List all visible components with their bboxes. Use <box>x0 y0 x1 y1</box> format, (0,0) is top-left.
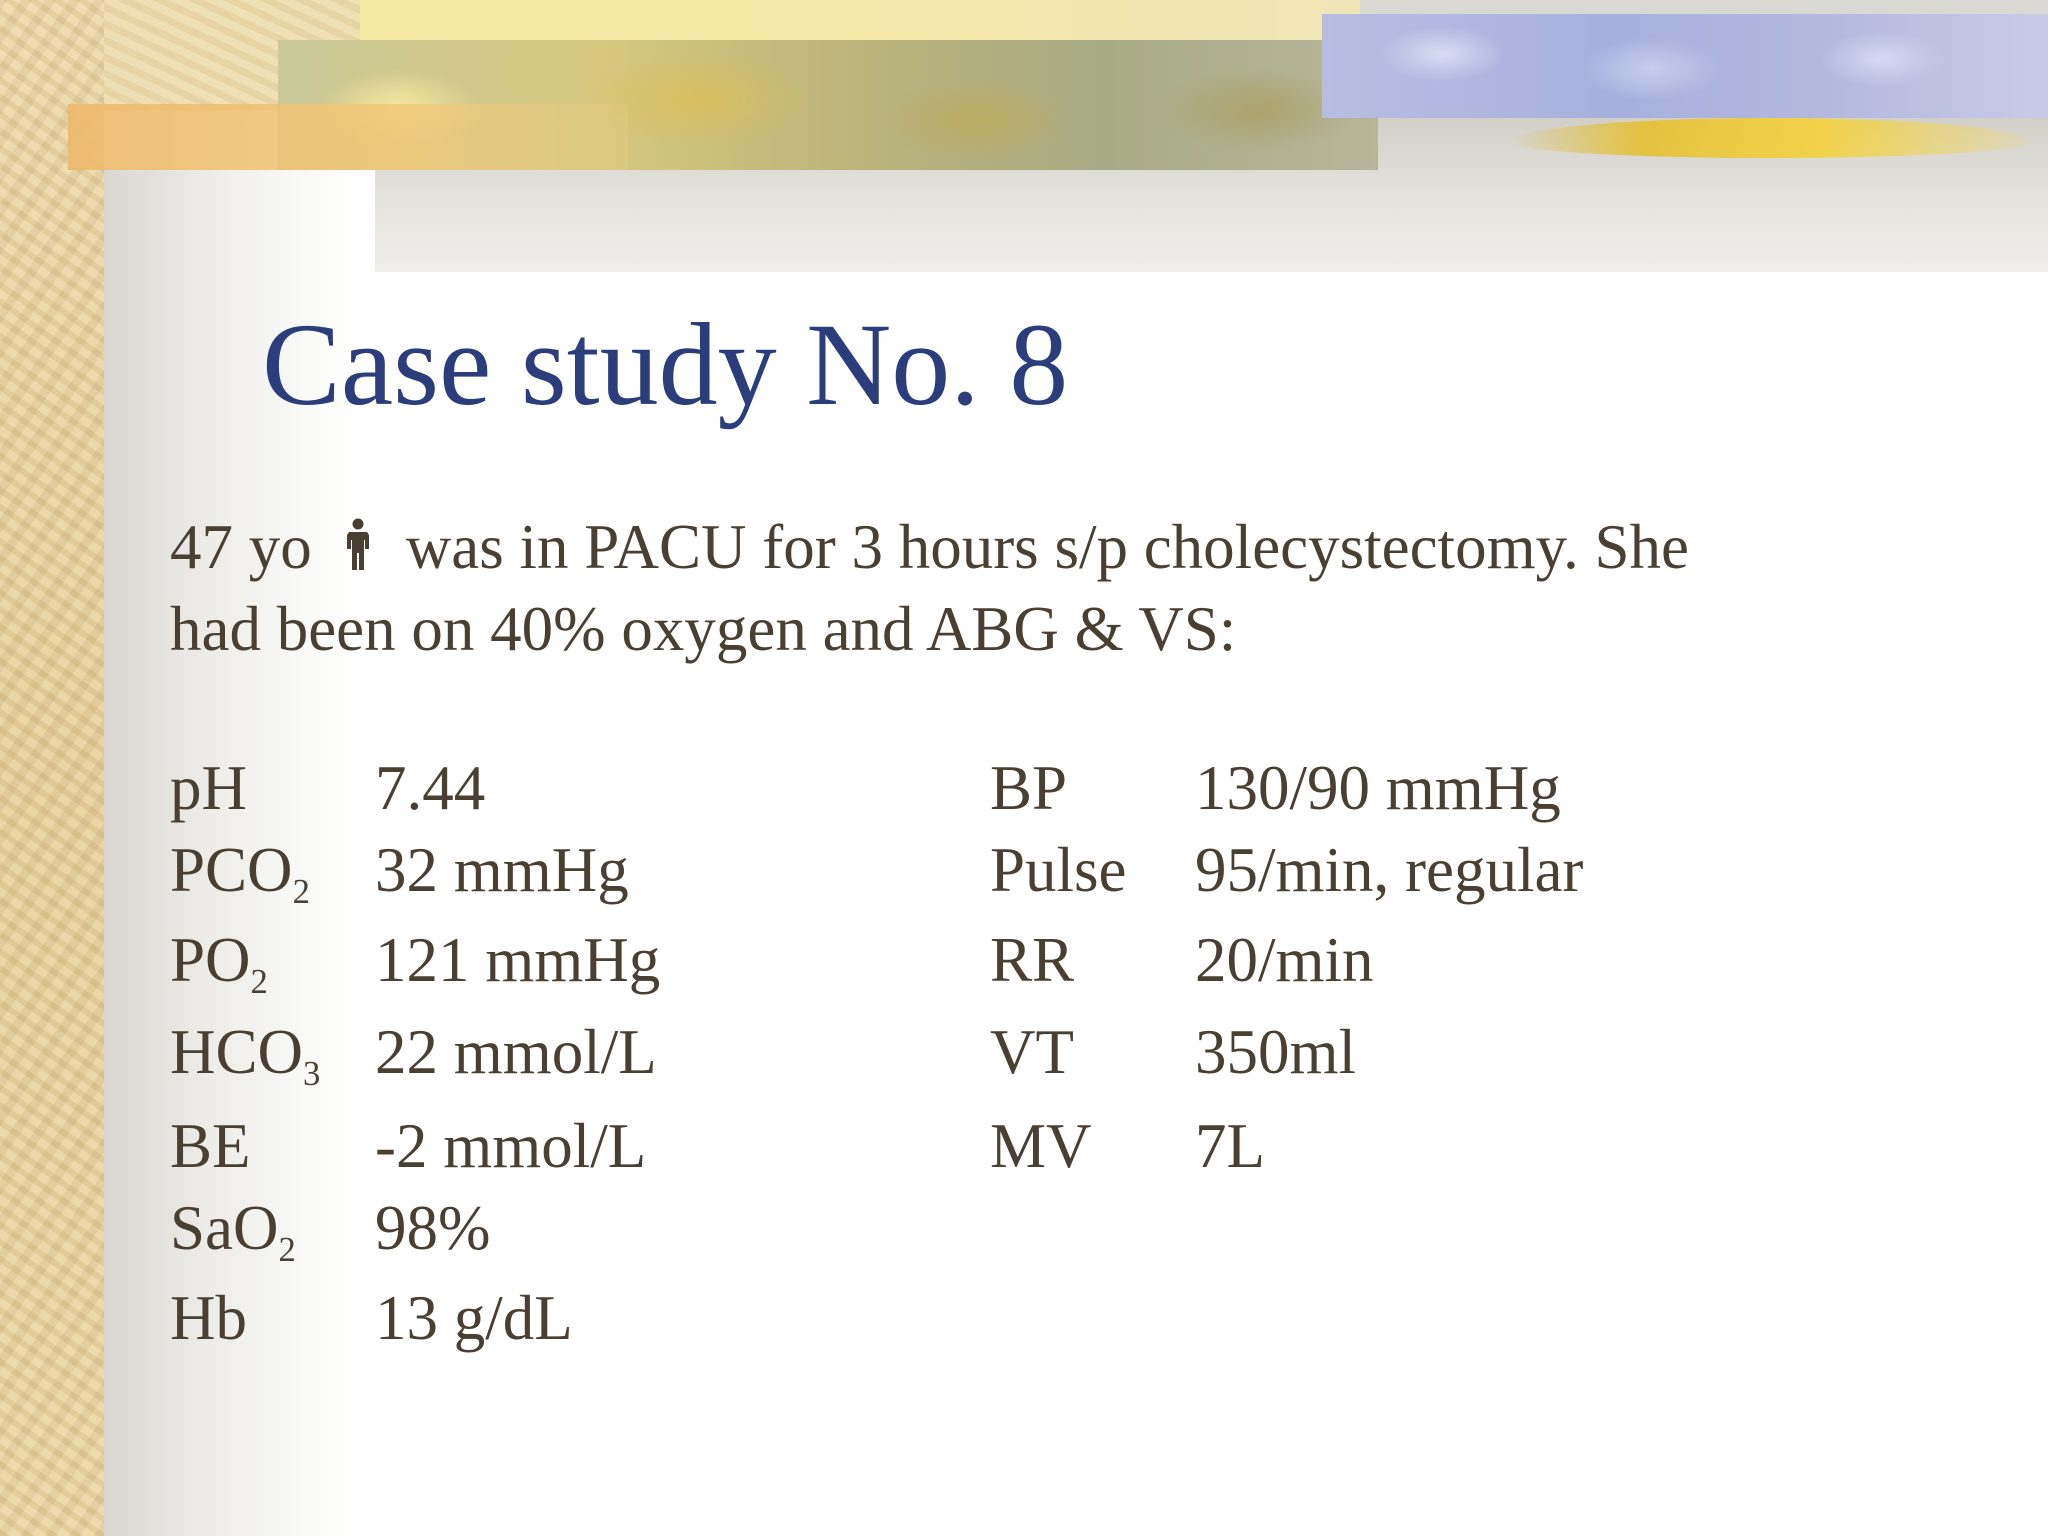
vs-value-bp: 130/90 mmHg <box>1195 753 1561 823</box>
abg-value-hco3: 22 mmol/L <box>375 1017 657 1087</box>
female-person-icon <box>338 512 378 568</box>
case-intro <box>170 506 1990 670</box>
parchment-texture-left <box>0 0 104 1536</box>
vs-label-mv: MV <box>990 1111 1092 1181</box>
abg-value-be: -2 mmol/L <box>375 1111 647 1181</box>
abg-value-ph: 7.44 <box>375 753 486 823</box>
abg-label-be: BE <box>170 1111 251 1181</box>
slide-title: Case study No. 8 <box>262 299 1069 430</box>
intro-line2: had been on 40% oxygen and ABG & VS: <box>170 594 1237 664</box>
abg-label-hb: Hb <box>170 1283 247 1353</box>
vs-label-bp: BP <box>990 753 1068 823</box>
vs-label-vt: VT <box>990 1017 1074 1087</box>
banner-art-blue-flowers <box>1322 14 2048 118</box>
abg-label-ph: pH <box>170 753 247 823</box>
abg-label-hco3: $HCO_3$ <box>170 1017 321 1094</box>
vs-label-pulse: Pulse <box>990 835 1127 905</box>
abg-value-sao2: 98% <box>375 1193 491 1263</box>
banner-art-gold-sprig <box>1510 118 2030 158</box>
intro-line1-rest: was in PACU for 3 hours s/p cholecystectomy. She <box>405 512 1689 582</box>
intro-age: 47 yo <box>170 512 312 582</box>
vs-value-mv: 7L <box>1195 1111 1265 1181</box>
vs-value-rr: 20/min <box>1195 925 1374 995</box>
vs-value-pulse: 95/min, regular <box>1195 835 1584 905</box>
abg-label-pco2: $PCO_2$ <box>170 835 310 912</box>
abg-value-pco2: 32 mmHg <box>375 835 629 905</box>
abg-value-po2: 121 mmHg <box>375 925 661 995</box>
banner-art-orange-strip <box>68 104 628 170</box>
vs-label-rr: RR <box>990 925 1075 995</box>
abg-value-hb: 13 g/dL <box>375 1283 573 1353</box>
vs-value-vt: 350ml <box>1195 1017 1357 1087</box>
banner-art-yellow-top <box>360 0 1360 44</box>
abg-label-sao2: SaO$_2$ <box>170 1193 296 1270</box>
abg-label-po2: $PO_2$ <box>170 925 268 1002</box>
